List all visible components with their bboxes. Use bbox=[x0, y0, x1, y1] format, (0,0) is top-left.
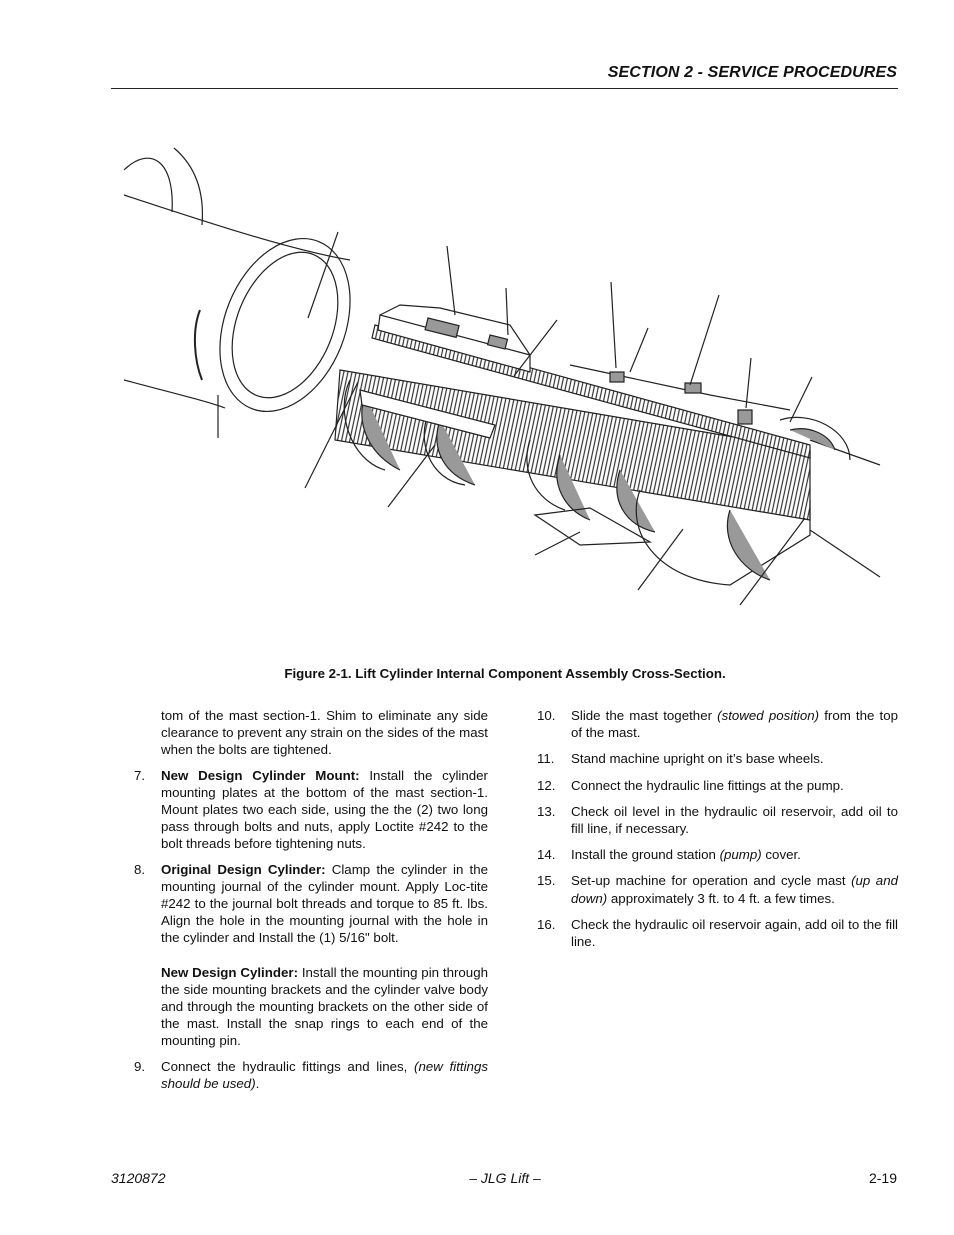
item-italic: (pump) bbox=[719, 847, 762, 863]
item-title: New Design Cylinder Mount: bbox=[161, 767, 360, 783]
item-title: Original Design Cylinder: bbox=[161, 861, 326, 877]
item-number: 13. bbox=[537, 803, 556, 819]
right-column bbox=[537, 707, 898, 959]
item-number: 16. bbox=[537, 916, 556, 932]
left-column bbox=[134, 707, 488, 1100]
list-item-8 bbox=[134, 861, 488, 1050]
item-number: 14. bbox=[537, 847, 556, 863]
item-number: 9. bbox=[134, 1058, 146, 1074]
lift-cylinder-cross-section-drawing bbox=[110, 140, 890, 610]
item-number: 8. bbox=[134, 861, 146, 877]
item-body-end: approximately 3 ft. to 4 ft. a few times. bbox=[607, 890, 835, 906]
list-item-14 bbox=[537, 846, 898, 863]
item-text: Check oil level in the hydraulic oil reservoir, add oil to fill line, if necessary. bbox=[571, 803, 898, 837]
item-body: Clamp the cylinder in the mounting journal of the cylinder mount. Apply Loc-tite #242 to the journal bolt threads and torque to 85 ft. lbs. Align the hole in the mounting journal with the hole in the cylinder and Install the (1) 5/16" bolt. bbox=[161, 861, 488, 946]
item-body: Install the ground station bbox=[571, 847, 720, 863]
item-text: Stand machine upright on it’s base wheels. bbox=[571, 751, 824, 767]
item-body-end: from the top of the mast. bbox=[571, 708, 898, 741]
item-text bbox=[571, 846, 898, 863]
item-text: Connect the hydraulic line fittings at the pump. bbox=[571, 777, 844, 793]
item-body-end: cover. bbox=[761, 847, 801, 863]
footer-brand: – JLG Lift – bbox=[469, 1170, 541, 1186]
list-item-15 bbox=[537, 872, 898, 906]
doc-number: 3120872 bbox=[111, 1170, 166, 1186]
item-text bbox=[571, 872, 898, 906]
list-item-10 bbox=[537, 707, 898, 741]
list-item-7 bbox=[134, 767, 488, 853]
item-text bbox=[161, 861, 488, 947]
list-item-16 bbox=[537, 916, 898, 950]
list-item-11 bbox=[537, 750, 898, 767]
item-text: Check the hydraulic oil reservoir again, add oil to the fill line. bbox=[571, 916, 898, 950]
figure-caption: Figure 2-1. Lift Cylinder Internal Component Assembly Cross-Section. bbox=[284, 666, 726, 681]
item-number: 7. bbox=[134, 767, 146, 783]
item-text bbox=[161, 1058, 488, 1092]
figure bbox=[110, 140, 890, 610]
list-item-9 bbox=[134, 1058, 488, 1092]
page-number: 2-19 bbox=[868, 1170, 897, 1186]
item-body: Install the cylinder mounting plates at the bottom of the mast section-1. Mount plates two each side, using the the (2) two long pass through bolts and nuts, apply Loctite #242 to the bolt threads before tightening nuts. bbox=[161, 767, 488, 852]
list-item-12 bbox=[537, 777, 898, 794]
item-subbody: Install the mounting pin through the side mounting brackets and the cylinder valve body and through the mounting brackets on the other side of the mast. Install the snap rings to each end of the mounting pin. bbox=[161, 964, 488, 1049]
continued-text: tom of the mast section-1. Shim to eliminate any side clearance to prevent any strain on the sides of the mast when the bolts are tightened. bbox=[161, 708, 488, 758]
item-subparagraph bbox=[161, 964, 488, 1050]
item-body: Slide the mast together bbox=[571, 708, 718, 723]
item-number: 10. bbox=[537, 708, 556, 723]
item-text bbox=[571, 707, 898, 741]
item-body: Connect the hydraulic fittings and lines, bbox=[161, 1058, 415, 1074]
header-rule bbox=[111, 88, 898, 89]
item-number: 11. bbox=[537, 751, 555, 767]
list-item-13 bbox=[537, 803, 898, 837]
item-text bbox=[161, 767, 488, 853]
item-italic: (stowed position) bbox=[717, 708, 820, 723]
item-subtitle: New Design Cylinder: bbox=[161, 964, 298, 980]
section-title: SECTION 2 - SERVICE PROCEDURES bbox=[607, 64, 897, 81]
item-number: 12. bbox=[537, 777, 556, 793]
item-italic: (new fittings should be used) bbox=[161, 1058, 488, 1091]
item-number: 15. bbox=[537, 873, 556, 889]
item-italic: (up and down) bbox=[571, 873, 898, 906]
item-body: Set-up machine for operation and cycle mast bbox=[571, 873, 852, 889]
item-end: . bbox=[255, 1075, 260, 1091]
continued-paragraph bbox=[134, 707, 488, 759]
